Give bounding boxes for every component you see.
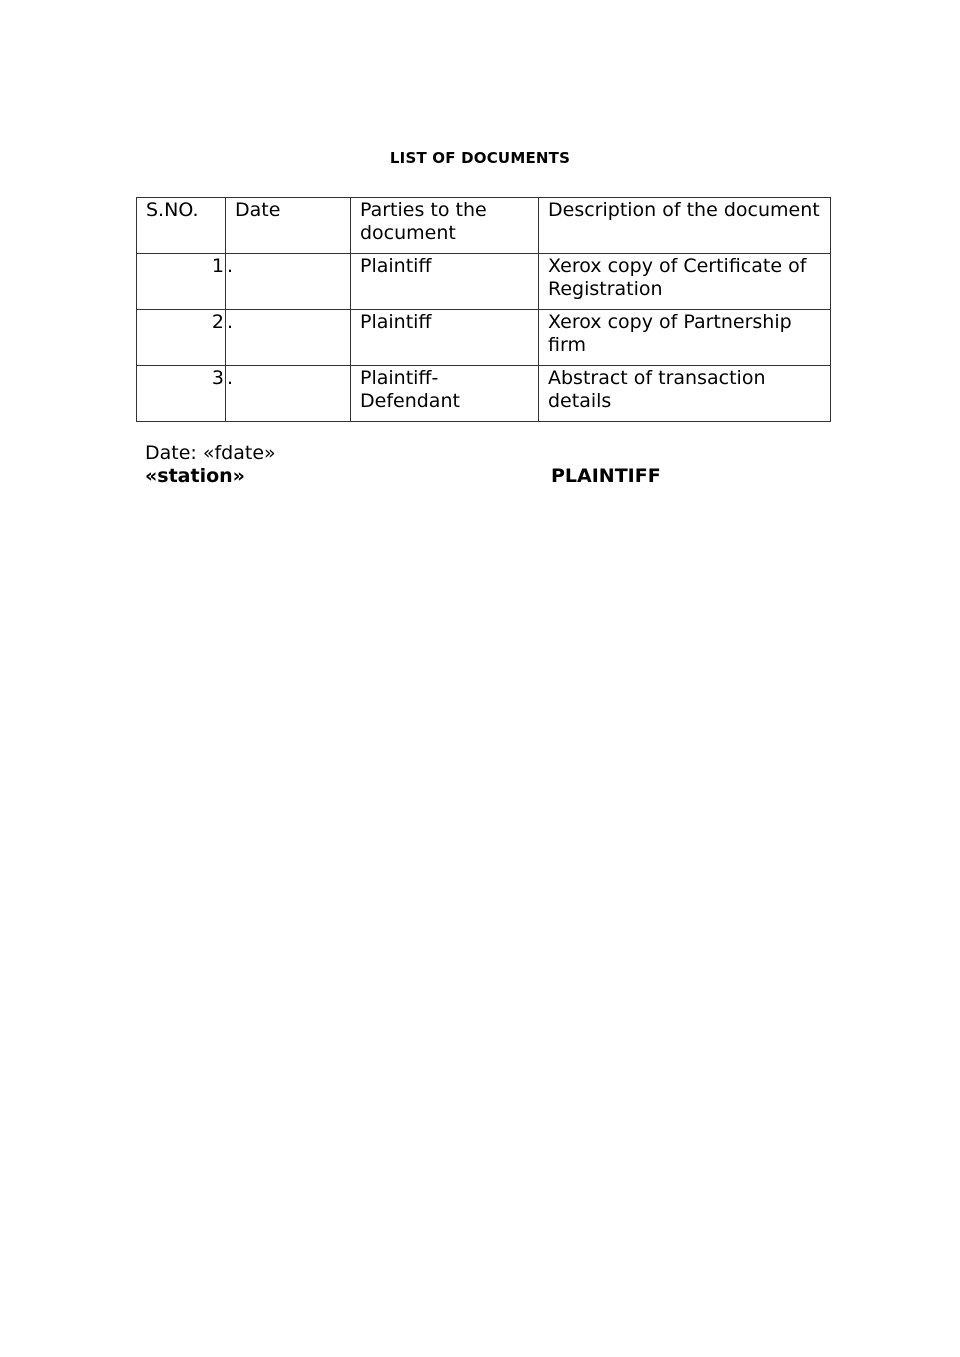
row-sno-cell <box>137 310 226 366</box>
row-date-cell <box>226 310 351 366</box>
row-parties-cell <box>351 254 539 310</box>
row-parties-cell <box>351 366 539 422</box>
row-sno-suffix: . <box>227 311 234 333</box>
row-description-cell <box>539 254 831 310</box>
table-row <box>137 310 831 366</box>
header-sno-label: S.NO. <box>146 199 199 221</box>
table-header-row <box>137 198 831 254</box>
header-parties <box>351 198 539 254</box>
row-parties: Plaintiff <box>360 255 432 277</box>
footer-date-line: Date: «fdate» <box>145 442 276 464</box>
row-sno-suffix: . <box>227 255 234 277</box>
row-date-cell <box>226 366 351 422</box>
documents-table <box>136 197 831 422</box>
row-sno-number: 1 <box>211 255 224 277</box>
header-date-label: Date <box>235 199 281 221</box>
page-title: LIST OF DOCUMENTS <box>389 149 571 167</box>
row-parties-cell <box>351 310 539 366</box>
row-sno-cell <box>137 254 226 310</box>
header-parties-label: Parties to the document <box>360 199 487 244</box>
row-parties: Plaintiff-Defendant <box>360 367 460 412</box>
header-description-label: Description of the document <box>548 199 820 221</box>
row-description: Xerox copy of Partnership firm <box>548 311 792 356</box>
footer-signatory: PLAINTIFF <box>551 465 661 487</box>
row-sno-suffix: . <box>227 367 234 389</box>
header-description <box>539 198 831 254</box>
header-sno <box>137 198 226 254</box>
row-sno-cell <box>137 366 226 422</box>
row-date-cell <box>226 254 351 310</box>
row-parties: Plaintiff <box>360 311 432 333</box>
footer-station: «station» <box>145 465 245 487</box>
row-description-cell <box>539 310 831 366</box>
row-description: Xerox copy of Certificate of Registration <box>548 255 807 300</box>
row-sno-number: 2 <box>211 311 224 333</box>
header-date <box>226 198 351 254</box>
row-description: Abstract of transaction details <box>548 367 766 412</box>
row-sno-number: 3 <box>211 367 224 389</box>
table-row <box>137 366 831 422</box>
table-row <box>137 254 831 310</box>
row-description-cell <box>539 366 831 422</box>
